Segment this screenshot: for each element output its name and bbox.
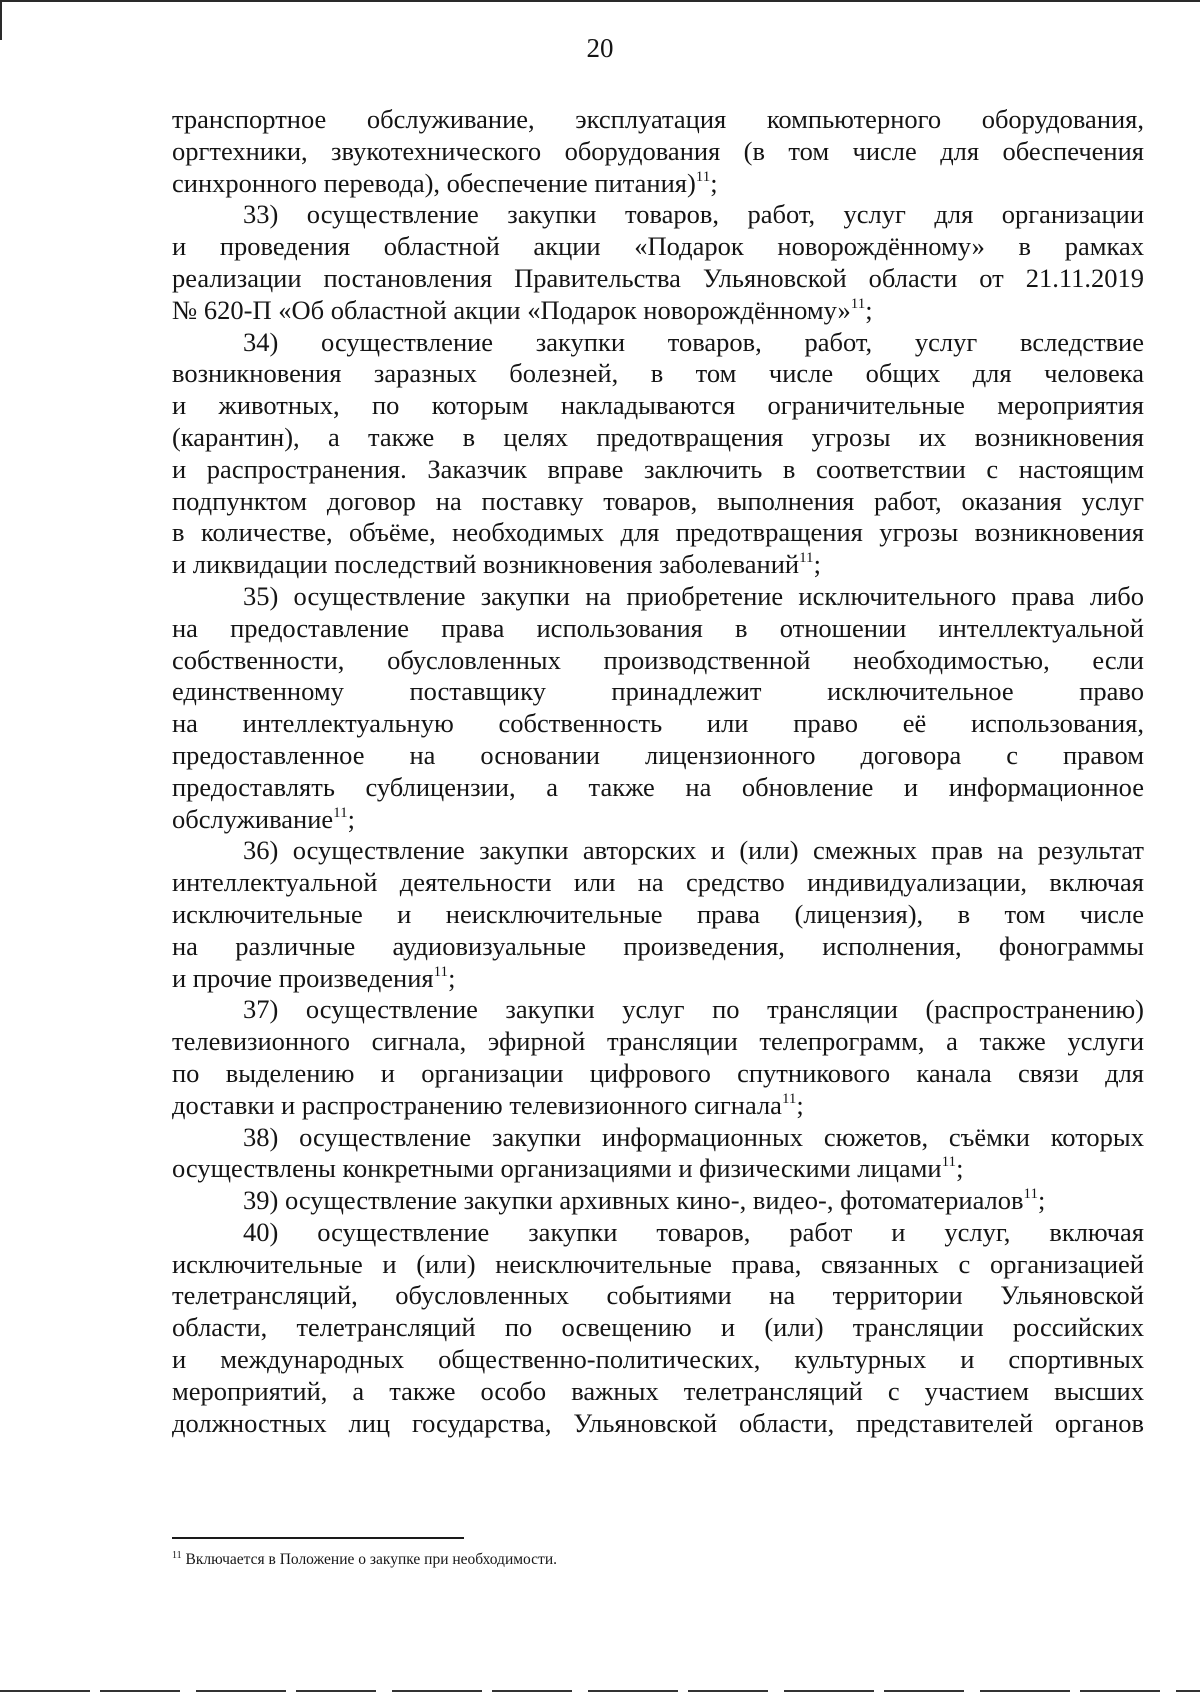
line-punctuation: ; (1038, 1185, 1046, 1216)
line-text: 40) осуществление закупки товаров, работ и услуг, включая (243, 1216, 1144, 1247)
line-text: собственности, обусловленных производственной необходимостью, если (172, 644, 1144, 675)
line-punctuation: ; (347, 803, 355, 834)
line-text: синхронного перевода), обеспечение питания) (172, 167, 696, 198)
line-text: единственному поставщику принадлежит исключительное право (172, 676, 1144, 707)
footnote-separator (172, 1537, 464, 1539)
line-text: телетрансляций, обусловленных событиями на территории Ульяновской (172, 1280, 1144, 1311)
footnote-reference: 11 (799, 550, 814, 567)
text-line (172, 645, 1144, 677)
text-line (172, 708, 1144, 740)
line-text: осуществлены конкретными организациями и физическими лицами (172, 1153, 942, 1184)
line-punctuation: ; (796, 1089, 804, 1120)
line-text: и международных общественно-политических, культурных и спортивных (172, 1344, 1144, 1375)
text-line (172, 1185, 1144, 1217)
text-line (172, 963, 1144, 995)
line-text: мероприятий, а также особо важных телетрансляций с участием высших (172, 1375, 1144, 1406)
line-text: 35) осуществление закупки на приобретение исключительного права либо (243, 580, 1144, 611)
line-text: предоставлять сублицензии, а также на обновление и информационное (172, 771, 1144, 802)
text-line (172, 994, 1144, 1026)
text-line (172, 867, 1144, 899)
line-text: реализации постановления Правительства Ульяновской области от 21.11.2019 (172, 262, 1144, 293)
line-text: доставки и распространению телевизионного сигнала (172, 1089, 782, 1120)
scan-edge-bottom (0, 1690, 1200, 1692)
line-text: 37) осуществление закупки услуг по трансляции (распространению) (243, 994, 1144, 1025)
line-text: исключительные и (или) неисключительные права, связанных с организацией (172, 1248, 1144, 1279)
text-line (172, 613, 1144, 645)
line-text: на предоставление права использования в отношении интеллектуальной (172, 612, 1144, 643)
line-text: на различные аудиовизуальные произведения, исполнения, фонограммы (172, 930, 1144, 961)
text-line (172, 899, 1144, 931)
text-line (172, 231, 1144, 263)
footnote-reference: 11 (333, 804, 348, 821)
line-text: по выделению и организации цифрового спутникового канала связи для (172, 1057, 1144, 1088)
text-line (172, 1280, 1144, 1312)
line-text: должностных лиц государства, Ульяновской области, представителей органов (172, 1407, 1144, 1438)
footnote (172, 1549, 1072, 1571)
text-line (172, 454, 1144, 486)
line-text: и прочие произведения (172, 962, 434, 993)
line-text: в количестве, объёме, необходимых для предотвращения угрозы возникновения (172, 517, 1144, 548)
line-text: и животных, по которым накладываются ограничительные мероприятия (172, 390, 1144, 421)
text-line (172, 740, 1144, 772)
text-line (172, 835, 1144, 867)
line-text: 36) осуществление закупки авторских и (или) смежных прав на результат (243, 835, 1144, 866)
text-line (172, 1376, 1144, 1408)
line-text: интеллектуальной деятельности или на средство индивидуализации, включая (172, 867, 1144, 898)
line-text: телевизионного сигнала, эфирной трансляции телепрограмм, а также услуги (172, 1026, 1144, 1057)
footnote-reference: 11 (781, 1090, 797, 1107)
line-punctuation: ; (956, 1153, 964, 1184)
text-line (172, 804, 1144, 836)
line-text: 33) осуществление закупки товаров, работ, услуг для организации (243, 199, 1144, 230)
footnote-reference: 11 (941, 1154, 957, 1171)
text-line (172, 1344, 1144, 1376)
text-line (172, 1122, 1144, 1154)
text-line (172, 104, 1144, 136)
text-line (172, 931, 1144, 963)
footnote-text: Включается в Положение о закупке при необходимости. (185, 1551, 558, 1568)
document-body (172, 104, 1144, 1439)
text-line (172, 549, 1144, 581)
text-line (172, 390, 1144, 422)
line-text: и распространения. Заказчик вправе заключить в соответствии с настоящим (172, 453, 1144, 484)
line-text: исключительные и неисключительные права (лицензия), в том числе (172, 898, 1144, 929)
line-text: и ликвидации последствий возникновения заболеваний (172, 549, 800, 580)
line-text: возникновения заразных болезней, в том числе общих для человека (172, 358, 1144, 389)
footnote-reference: 11 (695, 168, 711, 185)
line-text: транспортное обслуживание, эксплуатация компьютерного оборудования, (172, 104, 1144, 134)
text-line (172, 1312, 1144, 1344)
text-line (172, 199, 1144, 231)
text-line (172, 358, 1144, 390)
text-line (172, 581, 1144, 613)
text-line (172, 486, 1144, 518)
line-text: обслуживание (172, 803, 334, 834)
text-line (172, 422, 1144, 454)
text-line (172, 136, 1144, 168)
line-text: на интеллектуальную собственность или право её использования, (172, 708, 1144, 739)
text-line (172, 1058, 1144, 1090)
text-line (172, 1249, 1144, 1281)
text-line (172, 327, 1144, 359)
text-line (172, 1153, 1144, 1185)
text-line (172, 1026, 1144, 1058)
text-line (172, 772, 1144, 804)
line-text: 34) осуществление закупки товаров, работ, услуг вследствие (243, 326, 1144, 357)
line-text: оргтехники, звукотехнического оборудования (в том числе для обеспечения (172, 135, 1144, 166)
line-text: (карантин), а также в целях предотвращения угрозы их возникновения (172, 421, 1144, 452)
line-punctuation: ; (865, 294, 873, 325)
line-punctuation: ; (448, 962, 456, 993)
scan-edge-top (0, 0, 1200, 2)
footnote-reference: 11 (850, 295, 866, 312)
footnote-reference: 11 (433, 963, 449, 980)
line-punctuation: ; (710, 167, 718, 198)
footnote-reference: 11 (1023, 1186, 1038, 1203)
text-line (172, 295, 1144, 327)
text-line (172, 1408, 1144, 1440)
line-text: области, телетрансляций по освещению и (или) трансляции российских (172, 1312, 1144, 1343)
line-text: 39) осуществление закупки архивных кино-, видео-, фотоматериалов (243, 1185, 1024, 1216)
line-text: № 620-П «Об областной акции «Подарок новорождённому» (172, 294, 851, 325)
line-punctuation: ; (813, 549, 821, 580)
line-text: подпунктом договор на поставку товаров, выполнения работ, оказания услуг (172, 485, 1144, 516)
line-text: и проведения областной акции «Подарок новорождённому» в рамках (172, 231, 1144, 262)
footnote-mark: 11 (172, 1550, 182, 1561)
text-line (172, 517, 1144, 549)
text-line (172, 1090, 1144, 1122)
text-line (172, 676, 1144, 708)
line-text: 38) осуществление закупки информационных сюжетов, съёмки которых (243, 1121, 1144, 1152)
text-line (172, 168, 1144, 200)
text-line (172, 1217, 1144, 1249)
page-number: 20 (586, 33, 614, 63)
line-text: предоставленное на основании лицензионного договора с правом (172, 739, 1144, 770)
text-line (172, 263, 1144, 295)
